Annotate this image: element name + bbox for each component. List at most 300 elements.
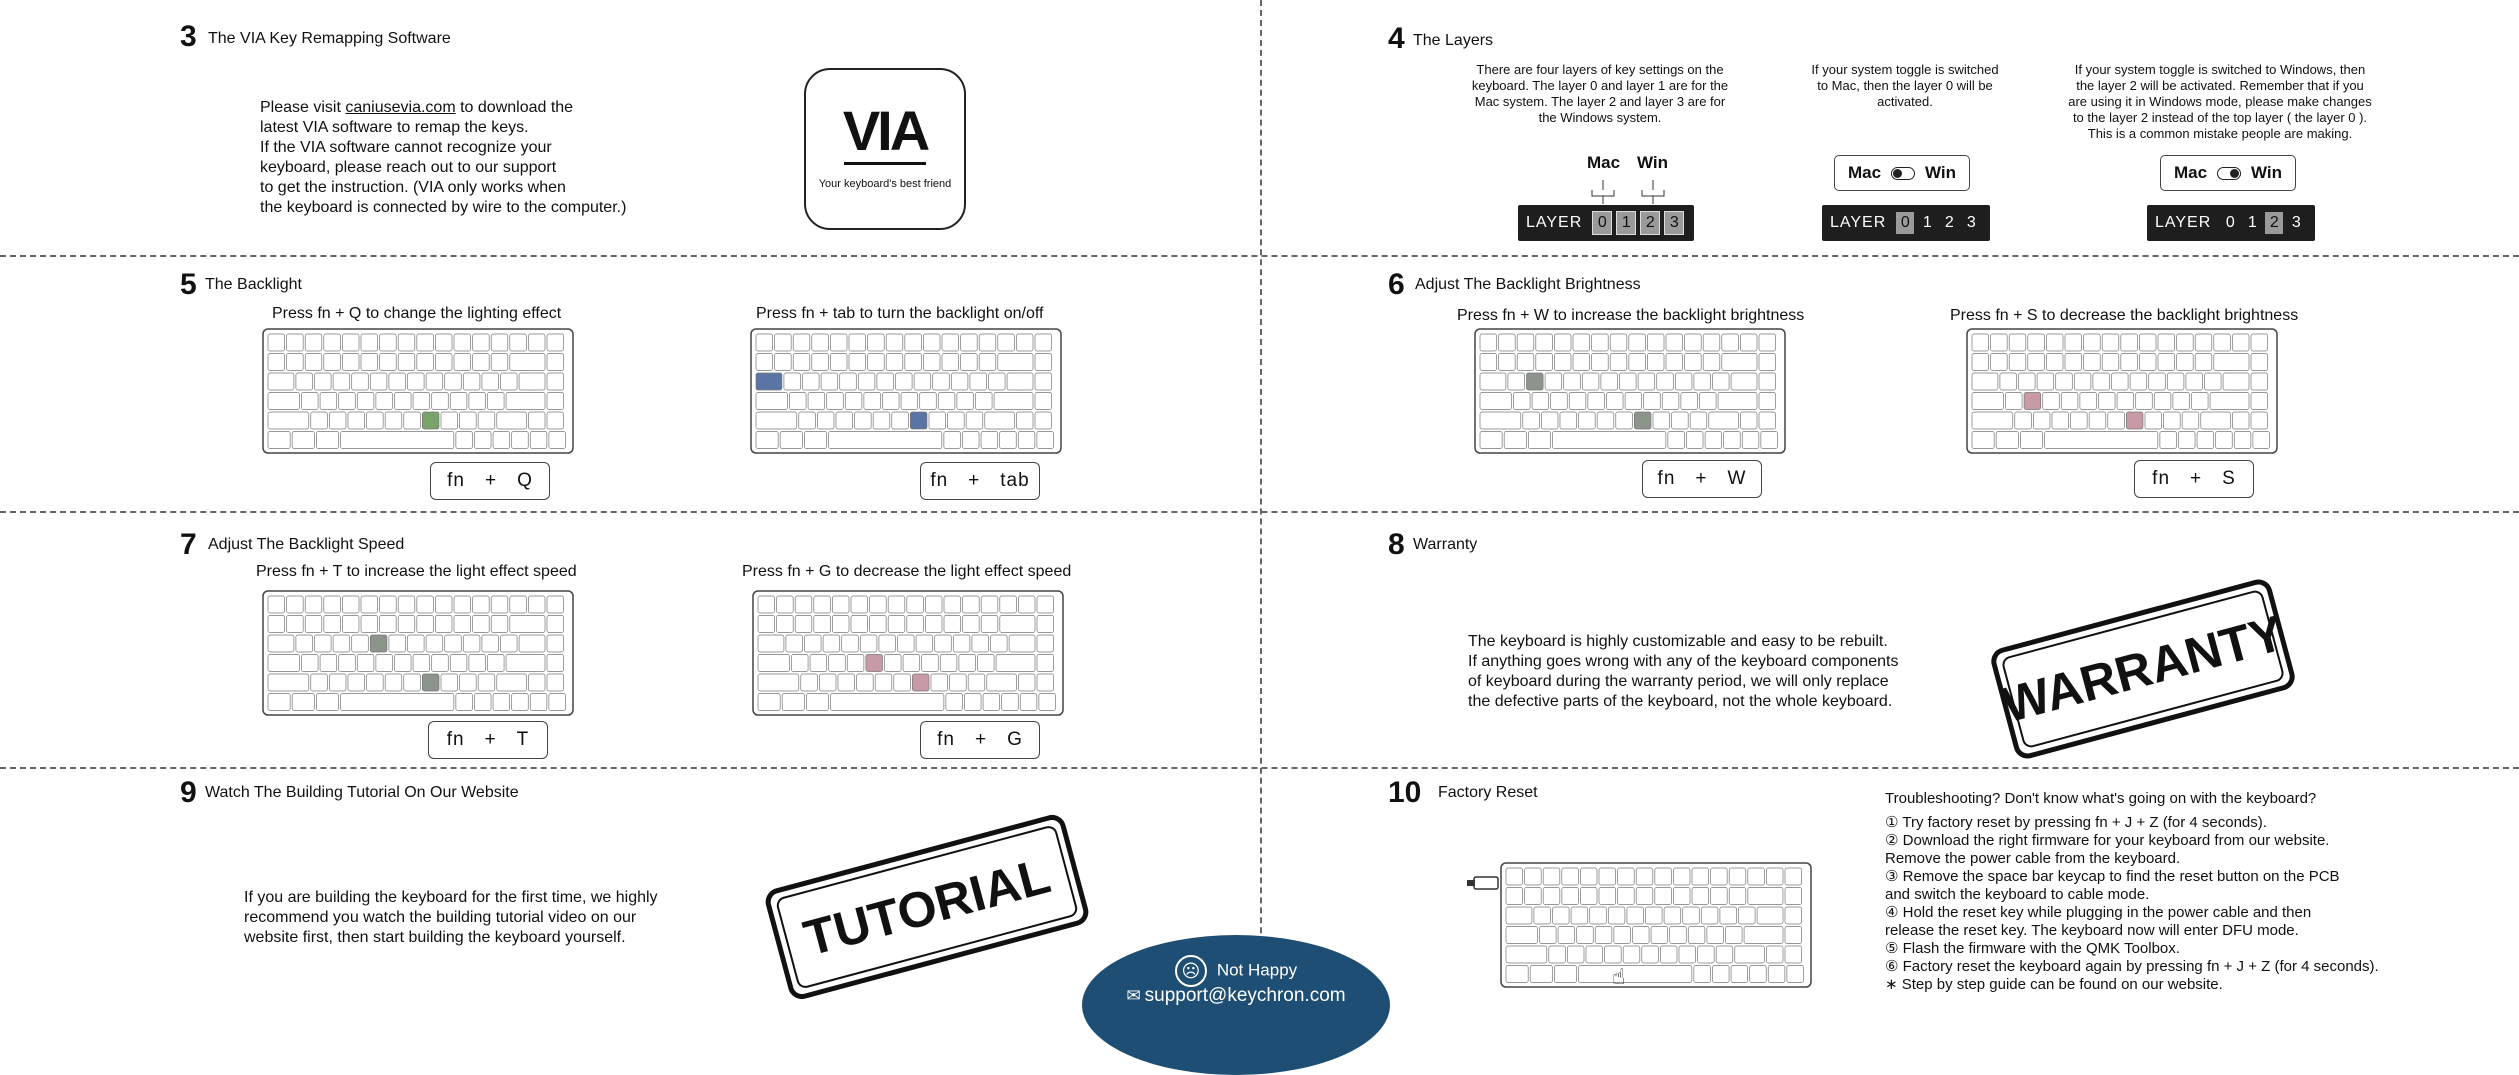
combo-plus: +: [1695, 468, 1708, 489]
keycap: [2020, 432, 2042, 449]
layer-label: LAYER: [1830, 214, 1887, 231]
keycap: [394, 655, 411, 672]
section-number: 10: [1388, 776, 1422, 809]
keycap: [851, 616, 868, 633]
keycap: [1655, 868, 1672, 885]
keycap: [1506, 927, 1537, 944]
keycap: [961, 354, 978, 371]
keycap: [1573, 354, 1590, 371]
keycap: [1651, 927, 1668, 944]
keycap: [827, 393, 844, 410]
layer-1: 1: [1616, 211, 1636, 235]
keycap: [1580, 868, 1597, 885]
keycap: [858, 373, 875, 390]
combo-key: S: [2222, 468, 2236, 489]
keycap: [1002, 694, 1019, 711]
keycap: [1037, 635, 1054, 652]
keycap: [1644, 393, 1661, 410]
keycap: [2065, 334, 2082, 351]
keycap: [1759, 334, 1776, 351]
keycap: [329, 412, 346, 429]
keycap: [1541, 412, 1558, 429]
keycap: [1629, 354, 1646, 371]
keycap: [1729, 868, 1746, 885]
keycap: [1592, 334, 1609, 351]
keycap: [847, 655, 864, 672]
keycap: [491, 354, 508, 371]
keycap: [1504, 432, 1526, 449]
keycap: [1972, 412, 2013, 429]
keycap: [1739, 907, 1756, 924]
keycap: [445, 373, 462, 390]
keycap: [398, 354, 415, 371]
keycap: [1690, 412, 1707, 429]
keycap: [896, 373, 913, 390]
keycap: [1688, 927, 1705, 944]
keycap: [962, 432, 979, 449]
keycap: [791, 655, 808, 672]
keycap: [361, 616, 378, 633]
keycap: [1506, 966, 1528, 983]
keycap: [1560, 412, 1577, 429]
keycap: [268, 616, 285, 633]
keycap: [1506, 907, 1532, 924]
keycap: [316, 694, 338, 711]
keycap: [957, 393, 974, 410]
layer-2: 2: [1944, 214, 1954, 231]
layer-label: LAYER: [1526, 214, 1583, 231]
keycap: [528, 674, 545, 691]
keycap: [296, 635, 313, 652]
combo-plus: +: [974, 729, 988, 750]
keycap: [324, 334, 341, 351]
keycap: [2028, 354, 2045, 371]
keycap: [777, 616, 794, 633]
keycap: [1653, 412, 1670, 429]
combo-plus: +: [968, 470, 981, 491]
keycap: [1642, 946, 1659, 963]
keycap: [460, 412, 477, 429]
keycap: [2009, 354, 2026, 371]
keycap: [404, 674, 421, 691]
keycap: [528, 334, 545, 351]
keycap: [1683, 907, 1700, 924]
keycap: [510, 616, 545, 633]
section-number: 4: [1388, 22, 1405, 55]
keycap: [2019, 373, 2036, 390]
keycap: [1740, 412, 1757, 429]
toggle-switch-icon: [1891, 167, 1915, 180]
keycap: [1000, 432, 1017, 449]
keycap: [1588, 393, 1605, 410]
keycap: [1627, 907, 1644, 924]
keycap: [981, 432, 998, 449]
keycap: [1722, 334, 1739, 351]
keycap: [2071, 412, 2088, 429]
keycap: [2065, 354, 2082, 371]
keycap: [1601, 373, 1618, 390]
keycap: [944, 432, 961, 449]
layer-2: 2: [2265, 212, 2283, 234]
keycap: [2037, 373, 2054, 390]
keycap: [1009, 635, 1035, 652]
keycap: [851, 596, 868, 613]
keycap: [2251, 373, 2268, 390]
keycap: [868, 334, 885, 351]
keycap: [888, 596, 905, 613]
keycap: [758, 694, 780, 711]
keycap: [977, 655, 994, 672]
keycap: [1673, 868, 1690, 885]
keycap: [860, 635, 877, 652]
keycap: [901, 393, 918, 410]
keycap: [268, 412, 309, 429]
keycap: [1037, 616, 1054, 633]
keycap: [547, 393, 564, 410]
keycap: [389, 373, 406, 390]
keycap: [463, 635, 480, 652]
keyboard-svg: [262, 590, 574, 716]
keycap: [1553, 432, 1666, 449]
keycap: [756, 354, 773, 371]
keycap: [2154, 393, 2171, 410]
keycap: [348, 674, 365, 691]
keycap: [2223, 373, 2249, 390]
keycap: [380, 354, 397, 371]
keycap: [376, 393, 393, 410]
layer-0: 0: [1896, 212, 1914, 234]
keycap: [2232, 412, 2249, 429]
keycap: [413, 655, 430, 672]
caption-fn-tab: Press fn + tab to turn the backlight on/off: [756, 305, 1044, 322]
keycap: [1536, 334, 1553, 351]
keycap: [2000, 373, 2017, 390]
keycap: [1618, 888, 1635, 905]
keycap: [316, 432, 338, 449]
keycap: [1564, 373, 1581, 390]
keycap: [1711, 868, 1728, 885]
reset-step: ① Try factory reset by pressing fn + J + Z (for 4 seconds).: [1885, 814, 2267, 831]
via-tagline: Your keyboard's best friend: [818, 178, 952, 190]
key-combo-fn-g: [920, 721, 1040, 759]
keycap: [1785, 888, 1802, 905]
keycap: [929, 412, 946, 429]
support-badge[interactable]: [1082, 935, 1390, 1075]
via-link[interactable]: caniusevia.com: [345, 99, 456, 116]
keycap: [933, 373, 950, 390]
keycap: [422, 674, 439, 691]
keycap: [1597, 412, 1614, 429]
keycap: [287, 354, 304, 371]
keycap: [756, 334, 773, 351]
support-status: Not Happy: [1216, 960, 1298, 980]
combo-key: W: [1727, 468, 1747, 489]
layer-bar-windows: [2147, 205, 2315, 241]
keycap: [1610, 334, 1627, 351]
keycap: [2112, 373, 2129, 390]
keycap: [1785, 927, 1802, 944]
keycap: [1625, 393, 1642, 410]
keycap: [287, 616, 304, 633]
keycap: [1638, 373, 1655, 390]
keycap: [2117, 393, 2134, 410]
keycap: [357, 655, 374, 672]
keycap: [892, 412, 909, 429]
keycap: [942, 354, 959, 371]
keycap: [1579, 966, 1692, 983]
keycap: [408, 373, 425, 390]
keycap: [1571, 907, 1588, 924]
keycap: [756, 393, 787, 410]
keycap: [775, 354, 792, 371]
layer-2: 2: [1640, 211, 1660, 235]
keycap: [1562, 868, 1579, 885]
keycap: [840, 373, 857, 390]
system-toggle-windows[interactable]: [2160, 155, 2296, 191]
keycap: [342, 354, 359, 371]
keycap: [2121, 354, 2138, 371]
keycap: [2046, 354, 2063, 371]
keycap: [287, 334, 304, 351]
keycap: [1679, 946, 1696, 963]
keycap: [352, 635, 369, 652]
reset-step: ④ Hold the reset key while plugging in the power cable and then release the reset key. The keyboard now will enter DFU mode.: [1885, 904, 2312, 939]
keycap: [1766, 868, 1783, 885]
keycap: [979, 334, 996, 351]
keycap: [1480, 373, 1506, 390]
layers-description: There are four layers of key settings on the keyboard. The layer 0 and layer 1 are for the Mac system. The layer 2 and layer 3 are for the Windows system.: [1471, 62, 1729, 125]
reset-steps-list: [1885, 814, 2405, 994]
keycap: [315, 373, 332, 390]
keycap: [864, 393, 881, 410]
toggle-mac-label: Mac: [2173, 163, 2208, 182]
keyboard-svg: [752, 590, 1064, 716]
key-combo-fn-q: [430, 462, 550, 500]
keycap: [1605, 946, 1622, 963]
keycap: [2005, 393, 2022, 410]
keycap: [756, 432, 778, 449]
keycap: [1731, 373, 1757, 390]
keycap: [320, 655, 337, 672]
keycap: [907, 616, 924, 633]
horizontal-divider-1: [0, 255, 2519, 257]
section-number: 8: [1388, 528, 1405, 561]
keycap: [855, 412, 872, 429]
keyboard-diagram: [262, 590, 574, 721]
keycap: [2210, 393, 2249, 410]
keycap: [1686, 432, 1703, 449]
keycap: [758, 655, 789, 672]
keycap: [2130, 373, 2147, 390]
keycap: [333, 635, 350, 652]
not-happy-row: [1082, 955, 1390, 987]
layer-bar-all: [1518, 205, 1694, 241]
keyboard-svg: [750, 328, 1062, 454]
keycap: [426, 635, 443, 652]
pointer-hand-icon: ☝: [1612, 964, 1626, 989]
keycap: [268, 393, 299, 410]
keycap: [501, 635, 518, 652]
keycap: [758, 674, 799, 691]
keycap: [806, 694, 828, 711]
keycap: [1513, 393, 1530, 410]
keycap: [821, 373, 838, 390]
keycap: [311, 674, 328, 691]
combo-plus: +: [484, 470, 498, 491]
keycap: [2093, 373, 2110, 390]
keycap: [482, 373, 499, 390]
keycap: [894, 674, 911, 691]
keycap: [519, 635, 545, 652]
keycap: [1972, 354, 1989, 371]
keycap: [1037, 432, 1054, 449]
keycap: [1558, 927, 1575, 944]
combo-fn: fn: [447, 470, 465, 491]
keycap: [547, 635, 564, 652]
mac-mode-description: If your system toggle is switched to Mac, then the layer 0 will be activated.: [1811, 62, 1999, 109]
system-toggle-mac[interactable]: [1834, 155, 1970, 191]
keycap: [380, 334, 397, 351]
keycap: [456, 432, 473, 449]
keycap: [1018, 674, 1035, 691]
keycap: [870, 596, 887, 613]
keycap: [528, 412, 545, 429]
keycap: [1722, 354, 1757, 371]
keycap: [1551, 393, 1568, 410]
windows-mode-description: If your system toggle is switched to Windows, then the layer 2 will be activated. Remember that if you are using it in Windows mode, please make changes to the layer 2 instead of the top layer ( the layer 0 ). This is a common mistake people are making.: [2068, 62, 2372, 141]
combo-key: tab: [1000, 470, 1030, 491]
keycap: [959, 655, 976, 672]
layer-3: 3: [1966, 214, 1976, 231]
keycap: [925, 596, 942, 613]
warranty-stamp-text: WARRANTY: [2000, 589, 2285, 750]
horizontal-divider-2: [0, 511, 2519, 513]
keycap: [938, 393, 955, 410]
via-logo-card: [804, 68, 966, 230]
keycap: [998, 334, 1015, 351]
keycap: [2216, 432, 2233, 449]
keycap: [491, 616, 508, 633]
keycap: [1759, 354, 1776, 371]
section-title: Adjust The Backlight Speed: [208, 536, 405, 553]
via-text-before: Please visit: [260, 99, 346, 116]
keycap: [849, 334, 866, 351]
keycap: [547, 334, 564, 351]
keycap: [2167, 373, 2184, 390]
keycap: [916, 635, 933, 652]
keycap: [907, 596, 924, 613]
keycap: [1699, 393, 1716, 410]
keyboard-diagram: [750, 328, 1062, 459]
keycap: [389, 635, 406, 652]
keycap: [981, 596, 998, 613]
keycap: [2251, 354, 2268, 371]
keycap: [1530, 966, 1552, 983]
keycap: [1018, 596, 1035, 613]
section-number: 9: [180, 776, 197, 809]
keycap: [456, 694, 473, 711]
keycap: [1670, 927, 1687, 944]
keycap: [469, 393, 486, 410]
keycap: [2177, 354, 2194, 371]
keycap: [2139, 334, 2156, 351]
keycap: [435, 616, 452, 633]
caption-fn-w: Press fn + W to increase the backlight brightness: [1457, 307, 1805, 324]
keycap: [925, 616, 942, 633]
keycap: [339, 655, 356, 672]
sad-face-icon: ☹: [1175, 955, 1207, 987]
keycap: [385, 674, 402, 691]
keyboard-svg: [1966, 328, 2278, 454]
caption-fn-t: Press fn + T to increase the light effect speed: [256, 563, 577, 580]
warranty-stamp: [1988, 576, 2298, 761]
combo-fn: fn: [930, 470, 949, 491]
keycap: [1539, 927, 1556, 944]
keycap: [814, 616, 831, 633]
keycap: [940, 655, 957, 672]
keycap: [1623, 946, 1640, 963]
keycap: [1647, 354, 1664, 371]
keycap: [994, 393, 1033, 410]
keycap: [487, 655, 504, 672]
keycap: [2126, 412, 2143, 429]
keycap: [315, 635, 332, 652]
keycap: [435, 354, 452, 371]
keycap: [1759, 412, 1776, 429]
keycap: [460, 674, 477, 691]
keycap: [1991, 354, 2008, 371]
combo-fn: fn: [1657, 468, 1676, 489]
keycap: [812, 354, 829, 371]
keycap: [1636, 888, 1653, 905]
keycap: [1703, 354, 1720, 371]
keycap: [324, 616, 341, 633]
keycap: [838, 674, 855, 691]
keycap: [830, 354, 847, 371]
keycap: [268, 635, 294, 652]
section-title: Factory Reset: [1438, 784, 1538, 801]
combo-fn: fn: [937, 729, 955, 750]
keyboard-diagram: [262, 328, 574, 459]
keycap: [1499, 354, 1516, 371]
keycap: [1016, 334, 1033, 351]
keycap: [1035, 373, 1052, 390]
keycap: [789, 393, 806, 410]
keycap: [1662, 393, 1679, 410]
keycap: [1668, 432, 1685, 449]
keycap: [1972, 432, 1994, 449]
keycap: [547, 596, 564, 613]
keycap: [2164, 412, 2181, 429]
keycap: [804, 432, 826, 449]
keycap: [829, 432, 942, 449]
keyboard-diagram: [752, 590, 1064, 721]
keycap: [417, 354, 434, 371]
keycap: [2098, 393, 2115, 410]
keycap: [454, 616, 471, 633]
keycap: [426, 373, 443, 390]
keycap: [1685, 334, 1702, 351]
via-instructions: [260, 98, 680, 218]
keycap: [944, 596, 961, 613]
keycap: [367, 412, 384, 429]
keycap: [2080, 393, 2097, 410]
keycap: [473, 616, 490, 633]
keycap: [795, 616, 812, 633]
key-combo-fn-tab: [920, 462, 1040, 500]
keycap: [2033, 412, 2050, 429]
support-email[interactable]: support@keychron.com: [1144, 985, 1346, 1006]
